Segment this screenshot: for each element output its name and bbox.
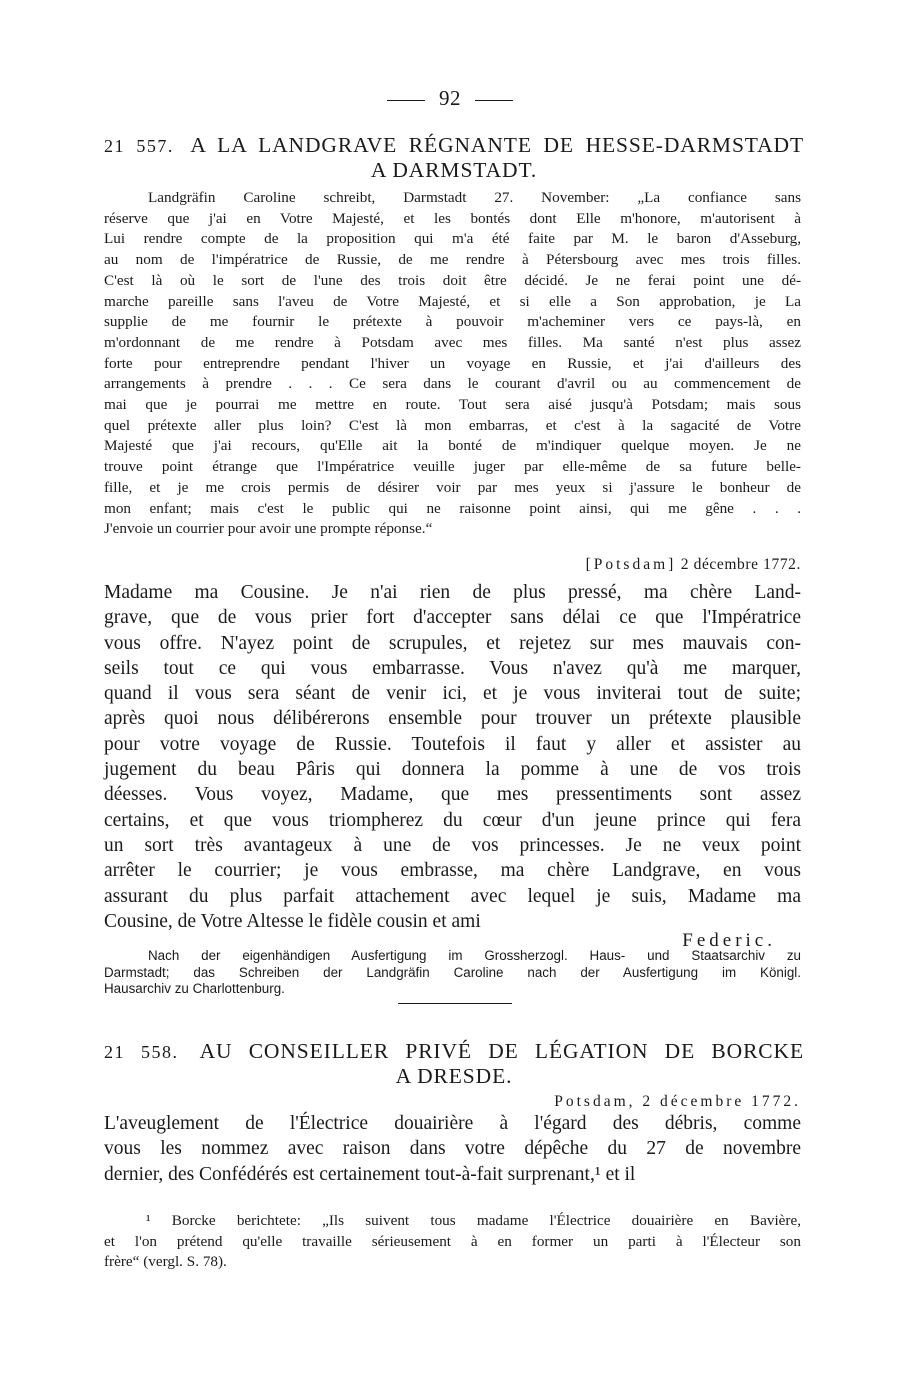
letter-21558-heading <box>104 1039 804 1088</box>
summary-line: m'ordonnant de me rendre à Potsdam avec mes filles. Ma santé n'est plus assez <box>104 333 801 351</box>
summary-line: fille, et je me crois permis de désirer voir par mes yeux si j'assure le bonheur de <box>104 478 801 496</box>
summary-line: C'est là où le sort de l'une des trois doit être décidé. Je ne ferai point une dé- <box>104 271 801 289</box>
body-line: après quoi nous délibérerons ensemble pour trouver un prétexte plausible <box>104 708 801 730</box>
page-number-text: 92 <box>439 86 461 110</box>
letter-21557-dateline <box>586 556 801 574</box>
letter-21558-dateline-text: Potsdam, 2 décembre 1772. <box>554 1093 801 1110</box>
dateline-place: [Potsdam] <box>585 556 677 573</box>
letter-21557-summary <box>104 188 801 540</box>
source-line: Darmstadt; das Schreiben der Landgräfin Caroline nach der Ausfertigung im Königl. <box>104 964 801 980</box>
summary-line: supplie de me fournir le prétexte à pouvoir m'acheminer vers ce pays-là, en <box>104 313 801 331</box>
body-line: Cousine, de Votre Altesse le fidèle cousin et ami <box>104 910 481 932</box>
letter-21557-signature: Federic. <box>682 930 776 951</box>
body2-line: L'aveuglement de l'Électrice douairière à l'égard des débris, comme <box>104 1113 801 1134</box>
dateline-date: 2 décembre 1772. <box>680 556 801 573</box>
summary-line: Landgräfin Caroline schreibt, Darmstadt 27. November: „La confiance sans <box>148 189 801 206</box>
footnote-line: ¹ Borcke berichtete: „Ils suivent tous madame l'Électrice douairière en Bavière, <box>146 1212 801 1229</box>
summary-line: réserve que j'ai en Votre Majesté, et les bontés dont Elle m'honore, m'autorisent à <box>104 209 801 227</box>
body-line: jugement du beau Pâris qui donnera la pomme à une de vos trois <box>104 759 801 781</box>
summary-line: Lui rendre compte de la proposition qui m'a été faite par M. le baron d'Asseburg, <box>104 230 801 248</box>
body-line: pour votre voyage de Russie. Toutefois il faut y aller et assister au <box>104 733 801 755</box>
summary-line: trouve point étrange que l'Impératrice veuille juger par elle-même de sa future belle- <box>104 458 801 476</box>
body-line: quand il vous sera séant de venir ici, et je vous inviterai tout de suite; <box>104 683 801 705</box>
body2-line: vous les nommez avec raison dans votre dépêche du 27 de novembre <box>104 1138 801 1160</box>
source-line: Nach der eigenhändigen Ausfertigung im Grossherzogl. Haus- und Staatsarchiv zu <box>148 948 801 963</box>
summary-line: Majesté que j'ai recours, qu'Elle ait la bonté de m'indiquer quelque moyen. Je ne <box>104 437 801 455</box>
body-line: un sort très avantageux à une de vos princesses. Je ne veux point <box>104 834 801 856</box>
letter-21557-title-line2: A DARMSTADT. <box>370 158 538 182</box>
letter-21558-dateline <box>554 1093 801 1111</box>
letter-21557-number: 21 557. <box>104 136 174 156</box>
letter-21557-body <box>104 580 801 934</box>
folio-dash-right <box>475 100 513 101</box>
letter-21557-source-note <box>104 948 801 998</box>
source-line: Hausarchiv zu Charlottenburg. <box>104 981 285 996</box>
summary-line: au nom de l'impératrice de Russie, de me rendre à Pétersbourg avec mes trois filles. <box>104 251 801 269</box>
body2-line: dernier, des Confédérés est certainement tout-à-fait surprenant,¹ et il <box>104 1163 636 1185</box>
body-line: grave, que de vous prier fort d'accepter sans délai ce que l'Impératrice <box>104 607 801 629</box>
summary-line: quel prétexte aller plus loin? C'est là mon embarras, et c'est à la sagacité de Votre <box>104 416 801 434</box>
letter-21558-body <box>104 1111 801 1187</box>
footnote <box>104 1211 801 1273</box>
body-line: déesses. Vous voyez, Madame, que mes pressentiments sont assez <box>104 784 801 806</box>
letter-21558-title-line2: A DRESDE. <box>395 1064 513 1088</box>
summary-line: arrangements à prendre . . . Ce sera dans le courant d'avril ou au commencement de <box>104 375 801 393</box>
footnote-line: frère“ (vergl. S. 78). <box>104 1253 227 1270</box>
body-line: Madame ma Cousine. Je n'ai rien de plus pressé, ma chère Land- <box>104 582 801 603</box>
footnote-line: et l'on prétend qu'elle travaille sérieusement à en former un parti à l'Électeur son <box>104 1232 801 1250</box>
folio-dash-left <box>387 100 425 101</box>
body-line: vous offre. N'ayez point de scrupules, et rejetez sur mes mauvais con- <box>104 632 801 654</box>
summary-line: mai que je pourrai me mettre en route. Tout sera aisé jusqu'à Potsdam; mais sous <box>104 396 801 414</box>
summary-line: marche pareille sans l'aveu de Votre Majesté, et si elle a Son approbation, je La <box>104 292 801 310</box>
body-line: assurant du plus parfait attachement avec lequel je suis, Madame ma <box>104 885 801 907</box>
summary-line: forte pour entreprendre pendant l'hiver un voyage en Russie, et j'ai d'ailleurs des <box>104 354 801 372</box>
letter-21558-number: 21 558. <box>104 1042 179 1062</box>
body-line: arrêter le courrier; je vous embrasse, ma chère Landgrave, en vous <box>104 860 801 882</box>
page-number <box>0 86 900 111</box>
summary-line: mon enfant; mais c'est le public qui ne raisonne point ainsi, qui me gêne . . . <box>104 499 801 517</box>
letter-21557-heading <box>104 133 804 182</box>
body-line: certains, et que vous triompherez du cœur d'un jeune prince qui fera <box>104 809 801 831</box>
letter-21557-title-line1 <box>104 133 804 158</box>
section-divider <box>398 1003 512 1004</box>
letter-21558-title: AU CONSEILLER PRIVÉ DE LÉGATION DE BORCKE <box>199 1039 805 1063</box>
letter-21557-title: A LA LANDGRAVE RÉGNANTE DE HESSE-DARMSTADT <box>190 133 805 157</box>
letter-21558-title-line1 <box>104 1039 804 1064</box>
summary-line: J'envoie un courrier pour avoir une prompte réponse.“ <box>104 520 433 538</box>
body-line: seils tout ce qui vous embarrasse. Vous n'avez qu'à me marquer, <box>104 657 801 679</box>
